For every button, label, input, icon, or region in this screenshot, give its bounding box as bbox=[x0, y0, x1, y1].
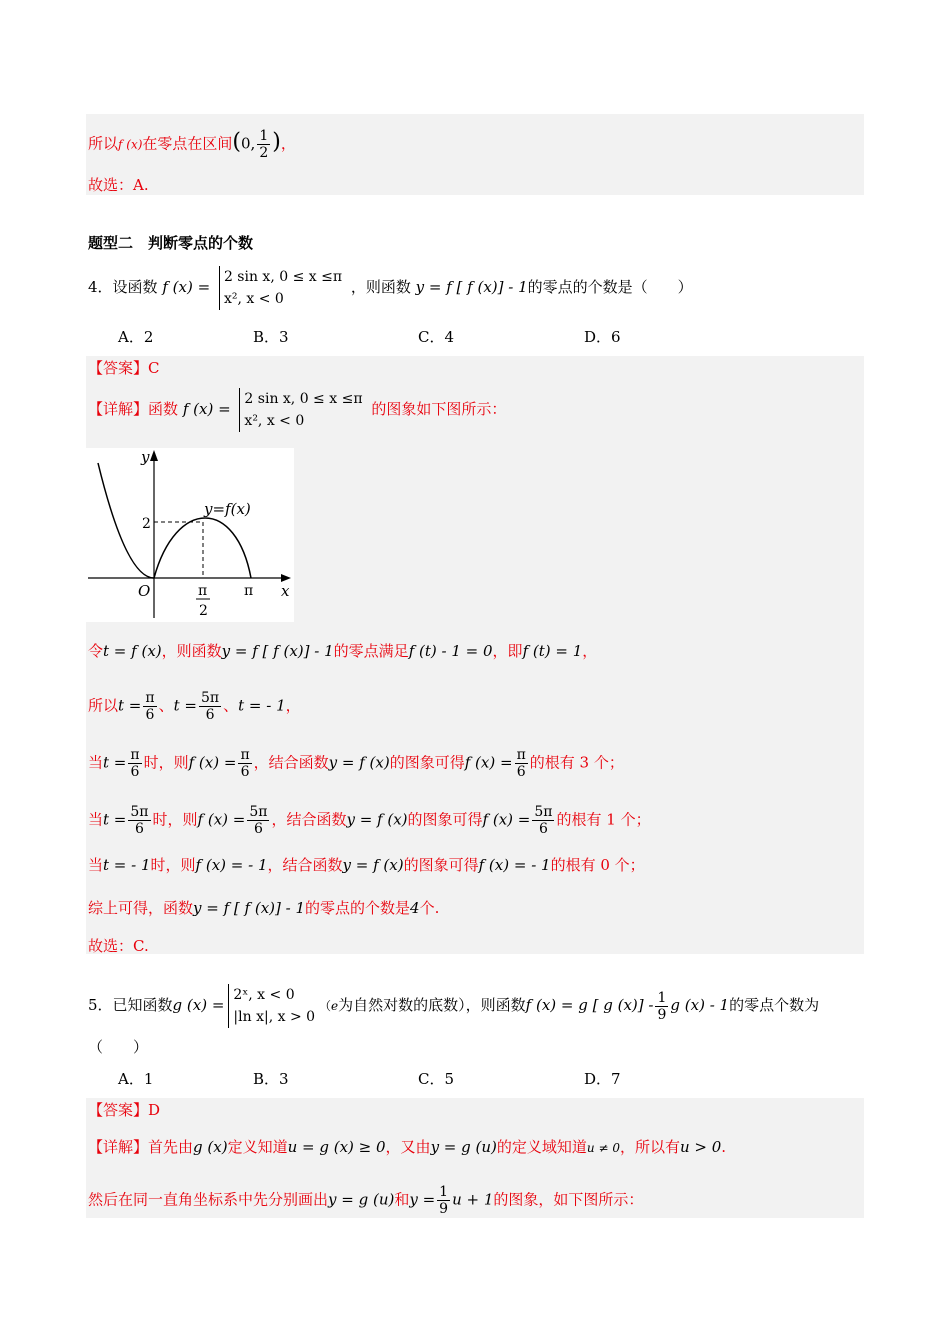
graph-background bbox=[86, 448, 294, 622]
option-a: A．1 bbox=[118, 1070, 154, 1088]
text: 定义知道 bbox=[227, 1138, 288, 1156]
fraction bbox=[515, 747, 528, 780]
fraction bbox=[532, 804, 554, 837]
text: 的零点的个数是（ ） bbox=[527, 278, 693, 296]
solution-line-2 bbox=[88, 1184, 643, 1217]
math-expr: u > 0 bbox=[679, 1138, 722, 1156]
fraction bbox=[128, 804, 150, 837]
text: 当 bbox=[88, 753, 104, 772]
text: 的零点满足 bbox=[333, 642, 409, 660]
fraction-num: 5π bbox=[534, 804, 553, 820]
fraction-den: 9 bbox=[439, 1201, 449, 1217]
question-5 bbox=[88, 984, 819, 1028]
math-expr: y = g (u) bbox=[328, 1190, 395, 1209]
math-expr: 0, bbox=[241, 134, 256, 153]
math-expr: u + 1 bbox=[452, 1190, 494, 1209]
option-b: B．3 bbox=[253, 1070, 289, 1088]
text: 和 bbox=[394, 1190, 410, 1209]
fraction-den: 6 bbox=[145, 707, 155, 723]
solution-line-4 bbox=[88, 804, 651, 837]
x-axis-label: x bbox=[281, 582, 290, 600]
text: . bbox=[721, 1138, 727, 1156]
question-number: 5．已知函数 bbox=[88, 996, 173, 1014]
text: 时，则 bbox=[152, 810, 198, 829]
text: 当 bbox=[88, 856, 104, 874]
paren-left: ( bbox=[232, 129, 242, 155]
piecewise bbox=[239, 388, 362, 432]
text: ，则函数 bbox=[161, 642, 222, 660]
text: 令 bbox=[88, 642, 104, 660]
fraction-den: 6 bbox=[253, 821, 263, 837]
solution-line-2 bbox=[88, 690, 301, 723]
math-expr: f (t) - 1 = 0 bbox=[408, 642, 493, 660]
text: 的根有 0 个； bbox=[550, 856, 645, 874]
text: 的图象，如下图所示： bbox=[493, 1190, 644, 1209]
math-expr: y = f (x) bbox=[328, 753, 390, 772]
fraction bbox=[257, 128, 270, 161]
fraction-den: 6 bbox=[134, 821, 144, 837]
math-expr: y = f (x) bbox=[346, 810, 408, 829]
math-expr: f (x) = bbox=[197, 810, 246, 829]
fraction-den: 6 bbox=[538, 821, 548, 837]
option-b: B．3 bbox=[253, 328, 289, 346]
math-expr: g (x) = bbox=[172, 996, 225, 1014]
y-axis-label: y bbox=[141, 448, 150, 466]
math-expr: g (x) bbox=[193, 1138, 228, 1156]
choice-line: 故选：A. bbox=[88, 176, 149, 194]
fraction-den: 6 bbox=[516, 764, 526, 780]
text: 的零点的个数是 bbox=[305, 899, 411, 917]
case: 2ˣ, x < 0 bbox=[233, 987, 295, 1003]
fraction-num: π bbox=[130, 747, 140, 763]
fraction-num: 1 bbox=[657, 989, 667, 1006]
detail-line bbox=[88, 388, 506, 432]
fraction-den: 6 bbox=[130, 764, 140, 780]
text: 、 bbox=[223, 696, 239, 715]
text: 的定义域知道 bbox=[496, 1138, 587, 1156]
text: 所以 bbox=[88, 696, 119, 715]
fraction-num: 5π bbox=[200, 690, 220, 706]
fraction-den: 6 bbox=[205, 707, 215, 723]
math-expr: f (x) = bbox=[464, 753, 513, 772]
text: 的图象可得 bbox=[389, 753, 465, 772]
solution-line-1 bbox=[88, 1136, 726, 1159]
fraction-num: 1 bbox=[439, 1184, 449, 1200]
text: 个. bbox=[419, 899, 440, 917]
math-expr: y = f [ f (x)] - 1 bbox=[415, 278, 528, 296]
curve-label: y=f(x) bbox=[204, 500, 251, 518]
text: 然后在同一直角坐标系中先分别画出 bbox=[88, 1190, 329, 1209]
fraction-num: 5π bbox=[249, 804, 268, 820]
math-expr: t = bbox=[103, 753, 127, 772]
text: 当 bbox=[88, 810, 104, 829]
fraction-den: 9 bbox=[657, 1006, 667, 1023]
question-4 bbox=[88, 266, 693, 310]
math-expr: t = bbox=[118, 696, 142, 715]
math-expr: f (x) = - 1 bbox=[478, 856, 551, 874]
fraction-den: 6 bbox=[240, 764, 250, 780]
option-d: D．6 bbox=[584, 328, 621, 346]
text: 所以 bbox=[88, 134, 119, 153]
option-d: D．7 bbox=[584, 1070, 621, 1088]
text: 为自然对数的底数），则函数 bbox=[338, 996, 526, 1014]
math-expr: u = g (x) ≥ 0 bbox=[287, 1138, 386, 1156]
section-title: 题型二 判断零点的个数 bbox=[88, 234, 254, 252]
detail-label: 【详解】 bbox=[88, 1138, 149, 1156]
text: 的根有 1 个； bbox=[556, 810, 651, 829]
math-expr: f (x) = bbox=[482, 810, 531, 829]
math-expr: t = - 1 bbox=[238, 696, 286, 715]
math-expr: t = f (x) bbox=[103, 642, 162, 660]
math-expr: f (x) = bbox=[162, 278, 211, 296]
fraction bbox=[247, 804, 269, 837]
tick-pi-half-num: π bbox=[198, 583, 208, 599]
option-c: C．5 bbox=[418, 1070, 455, 1088]
math-expr: g (x) - 1 bbox=[670, 996, 730, 1014]
fraction bbox=[238, 747, 251, 780]
fraction bbox=[143, 690, 156, 723]
text: 的零点个数为 bbox=[729, 996, 820, 1014]
case: |ln x|, x > 0 bbox=[233, 1009, 316, 1025]
text: 的图象如下图所示： bbox=[371, 400, 507, 418]
text: ， bbox=[285, 696, 301, 715]
function-graph bbox=[86, 448, 294, 622]
tick-pi-label: π bbox=[244, 583, 254, 599]
fraction bbox=[655, 990, 668, 1023]
text: ，结合函数 bbox=[253, 753, 329, 772]
text: ，又由 bbox=[385, 1138, 431, 1156]
text: 时，则 bbox=[143, 753, 189, 772]
origin-label: O bbox=[138, 582, 151, 600]
solution-line-5 bbox=[88, 854, 645, 876]
fraction-num: π bbox=[516, 747, 526, 763]
text: ，即 bbox=[492, 642, 523, 660]
case: 2 sin x, 0 ≤ x ≤π bbox=[244, 391, 363, 407]
text: ，结合函数 bbox=[267, 856, 343, 874]
fraction bbox=[128, 747, 141, 780]
text: 的图象可得 bbox=[407, 810, 483, 829]
fraction-den: 2 bbox=[259, 145, 269, 161]
math-expr: u ≠ 0 bbox=[586, 1141, 620, 1155]
text: 、 bbox=[158, 696, 174, 715]
fraction bbox=[199, 690, 221, 723]
math-expr: y = f [ f (x)] - 1 bbox=[221, 642, 334, 660]
text: ， bbox=[582, 642, 598, 660]
math-expr: f (x) = bbox=[188, 753, 237, 772]
text: ，所以有 bbox=[619, 1138, 680, 1156]
piecewise bbox=[219, 266, 342, 310]
math-expr: t = bbox=[103, 810, 127, 829]
answer-label: 【答案】D bbox=[88, 1101, 161, 1119]
math-expr: t = bbox=[173, 696, 197, 715]
math-expr: e bbox=[331, 999, 339, 1013]
math-expr: t = - 1 bbox=[103, 856, 151, 874]
text: ， bbox=[280, 134, 296, 153]
case: x², x < 0 bbox=[244, 413, 305, 429]
fraction-num: 1 bbox=[259, 128, 269, 144]
option-c: C．4 bbox=[418, 328, 455, 346]
text: 在零点在区间 bbox=[142, 134, 233, 153]
text: 的根有 3 个； bbox=[529, 753, 624, 772]
tick-2-label: 2 bbox=[142, 516, 151, 532]
piecewise bbox=[228, 984, 315, 1028]
solution-line-3 bbox=[88, 747, 624, 780]
tick-pi-half-den: 2 bbox=[199, 603, 208, 619]
math-expr: y = bbox=[409, 1190, 436, 1209]
question-number: 4．设函数 bbox=[88, 278, 158, 296]
fraction-num: 5π bbox=[130, 804, 149, 820]
text: 综上可得，函数 bbox=[88, 899, 194, 917]
math-expr: y = f (x) bbox=[342, 856, 404, 874]
math-expr: y = f [ f (x)] - 1 bbox=[193, 899, 306, 917]
math-expr: y = g (u) bbox=[430, 1138, 497, 1156]
solution-line-1 bbox=[88, 640, 597, 662]
math-expr: f (x) = bbox=[182, 400, 231, 418]
option-a: A．2 bbox=[118, 328, 154, 346]
case: 2 sin x, 0 ≤ x ≤π bbox=[223, 269, 343, 285]
math-expr: f (x) = - 1 bbox=[195, 856, 268, 874]
math-expr: f (x) bbox=[118, 137, 143, 152]
math-expr: f (x) = g [ g (x)] - bbox=[525, 996, 654, 1014]
case: x², x < 0 bbox=[223, 291, 284, 307]
fraction bbox=[437, 1184, 450, 1217]
text: 首先由 bbox=[148, 1138, 194, 1156]
solution-line-6 bbox=[88, 897, 439, 919]
detail-label: 【详解】 bbox=[88, 400, 149, 418]
choice-line: 故选：C. bbox=[88, 937, 149, 955]
answer-label: 【答案】C bbox=[88, 359, 160, 377]
paren-right: ) bbox=[272, 129, 281, 155]
question-5-blank: （ ） bbox=[88, 1038, 149, 1056]
math-expr: f (t) = 1 bbox=[522, 642, 583, 660]
text: 的图象可得 bbox=[403, 856, 479, 874]
fraction-num: π bbox=[145, 690, 155, 706]
math-expr: 4 bbox=[410, 899, 420, 917]
text: （ bbox=[319, 999, 332, 1013]
conclusion-line bbox=[88, 128, 296, 161]
text: 函数 bbox=[148, 400, 179, 418]
text: ，结合函数 bbox=[271, 810, 347, 829]
text: 时，则 bbox=[150, 856, 196, 874]
text: ，则函数 bbox=[350, 278, 411, 296]
fraction-num: π bbox=[240, 747, 250, 763]
